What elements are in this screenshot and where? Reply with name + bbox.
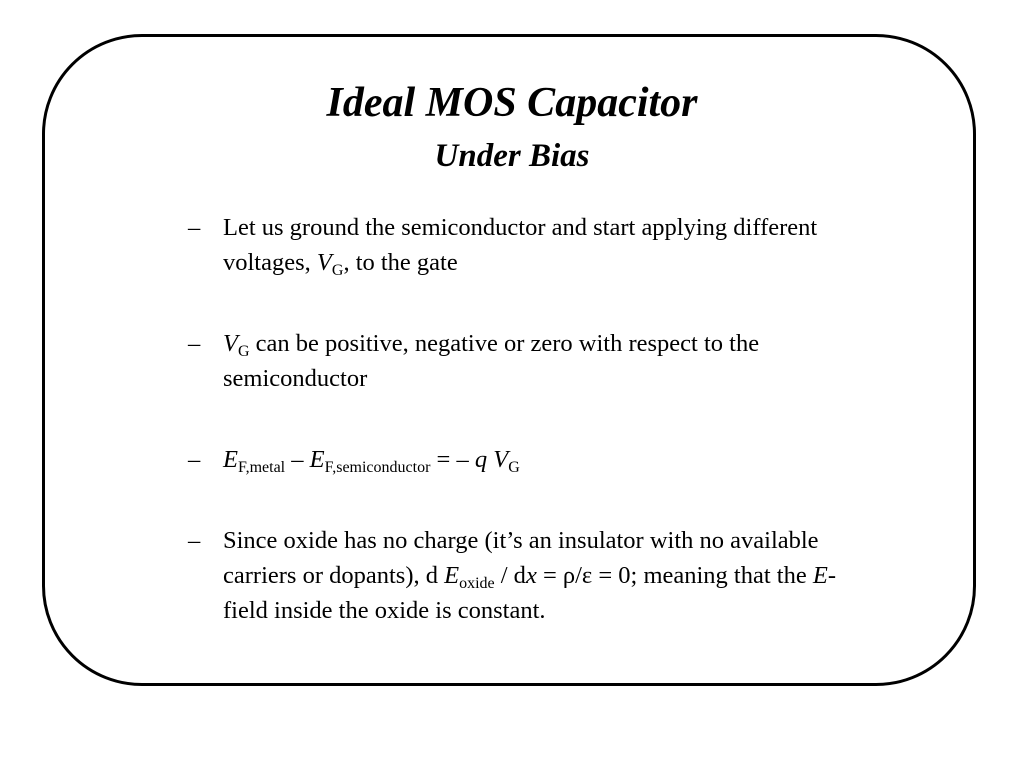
fermi-energy-symbol: E — [223, 446, 238, 473]
bullet-list — [188, 210, 868, 628]
equation-operator: = – — [430, 446, 475, 473]
bullet-fermi-equation — [188, 442, 868, 477]
slide-title: Ideal MOS Capacitor — [326, 80, 698, 126]
bullet-ground-semiconductor — [188, 210, 868, 280]
gate-voltage-subscript: G — [331, 262, 344, 279]
field-symbol: E — [444, 562, 460, 589]
bullet-text: Let us ground the semiconductor and start applying different voltages, — [223, 214, 818, 276]
bullet-text: can be positive, negative or zero with respect to the semiconductor — [223, 330, 760, 392]
bullet-dash: – — [188, 446, 201, 473]
bullet-oxide-field — [188, 523, 868, 628]
gate-voltage-symbol: V — [316, 249, 332, 276]
bullet-text: , to the gate — [343, 249, 458, 276]
gate-voltage-symbol: V — [493, 446, 509, 473]
equation-operator: – — [285, 446, 310, 473]
gate-voltage-symbol: V — [223, 330, 238, 357]
field-symbol: E — [812, 562, 828, 589]
bullet-text: Since oxide has no charge (it’s an insulator with no available carriers or dopants), d — [223, 527, 819, 589]
bullet-text: = ρ/ε = 0; meaning that the — [536, 562, 813, 589]
gate-voltage-subscript: G — [508, 459, 520, 476]
bullet-dash: – — [188, 214, 201, 241]
oxide-subscript: oxide — [459, 575, 495, 592]
charge-symbol: q — [474, 446, 488, 473]
position-symbol: x — [525, 562, 537, 589]
slide-subtitle: Under Bias — [434, 138, 590, 174]
fermi-semiconductor-subscript: F,semiconductor — [324, 459, 431, 476]
bullet-text: / d — [494, 562, 526, 589]
bullet-dash: – — [188, 527, 201, 554]
bullet-text: -field inside the oxide is constant. — [223, 562, 836, 624]
bullet-vg-sign — [188, 326, 868, 396]
gate-voltage-subscript: G — [237, 343, 250, 360]
fermi-metal-subscript: F,metal — [237, 459, 286, 476]
fermi-energy-symbol: E — [309, 446, 325, 473]
bullet-dash: – — [188, 330, 201, 357]
